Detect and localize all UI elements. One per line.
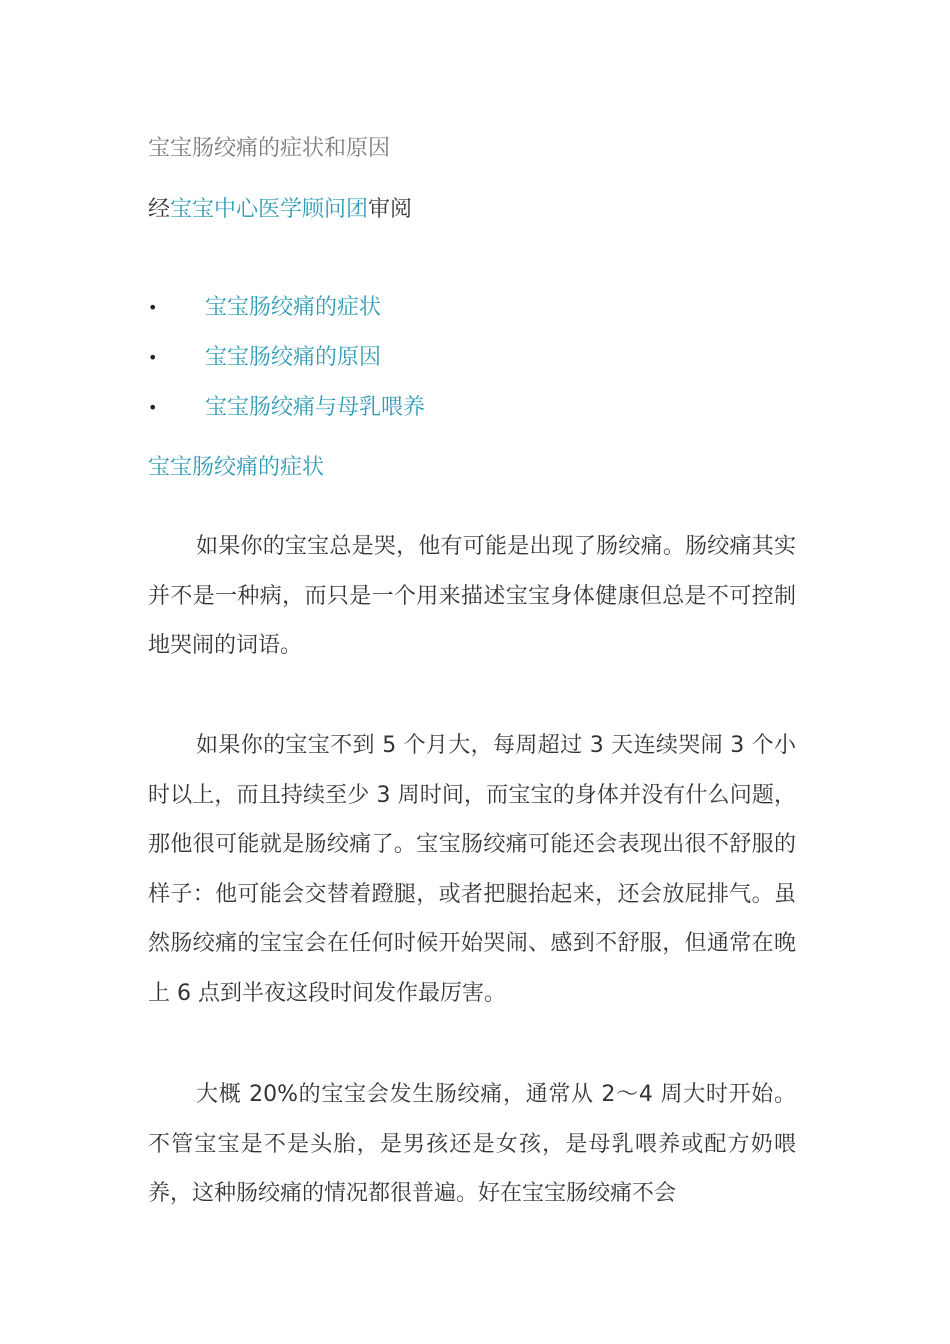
toc-link-breastfeeding[interactable]: 宝宝肠绞痛与母乳喂养: [205, 395, 426, 420]
body-paragraph: 如果你的宝宝不到 5 个月大，每周超过 3 天连续哭闹 3 个小时以上，而且持续至少 3 周时间，而宝宝的身体并没有什么问题，那他很可能就是肠绞痛了。宝宝肠绞痛可能还会表现出很不舒服的样子：他可能会交替着蹬腿，或者把腿抬起来，还会放屁排气。虽然肠绞痛的宝宝会在任何时候开始哭闹、感到不舒服，但通常在晚上 6 点到半夜这段时间发作最厉害。: [148, 733, 796, 1006]
medical-advisory-board-link[interactable]: 宝宝中心医学顾问团: [170, 197, 369, 222]
body-paragraph: 大概 20%的宝宝会发生肠绞痛，通常从 2～4 周大时开始。不管宝宝是不是头胎，是男孩还是女孩，是母乳喂养或配方奶喂养，这种肠绞痛的情况都很普遍。好在宝宝肠绞痛不会: [148, 1082, 796, 1207]
section-heading-symptoms[interactable]: 宝宝肠绞痛的症状: [148, 455, 325, 480]
reviewed-suffix: 审阅: [368, 197, 413, 222]
document-title: 宝宝肠绞痛的症状和原因: [148, 136, 391, 161]
reviewed-by-line: [148, 194, 412, 226]
bullet-icon: •: [148, 348, 158, 367]
toc-link-symptoms[interactable]: 宝宝肠绞痛的症状: [205, 295, 382, 320]
bullet-icon: •: [148, 398, 158, 417]
body-paragraph: 如果你的宝宝总是哭，他有可能是出现了肠绞痛。肠绞痛其实并不是一种病，而只是一个用来描述宝宝身体健康但总是不可控制地哭闹的词语。: [148, 534, 796, 659]
bullet-icon: •: [148, 298, 158, 317]
toc-link-causes[interactable]: 宝宝肠绞痛的原因: [205, 345, 382, 370]
reviewed-prefix: 经: [148, 197, 171, 222]
